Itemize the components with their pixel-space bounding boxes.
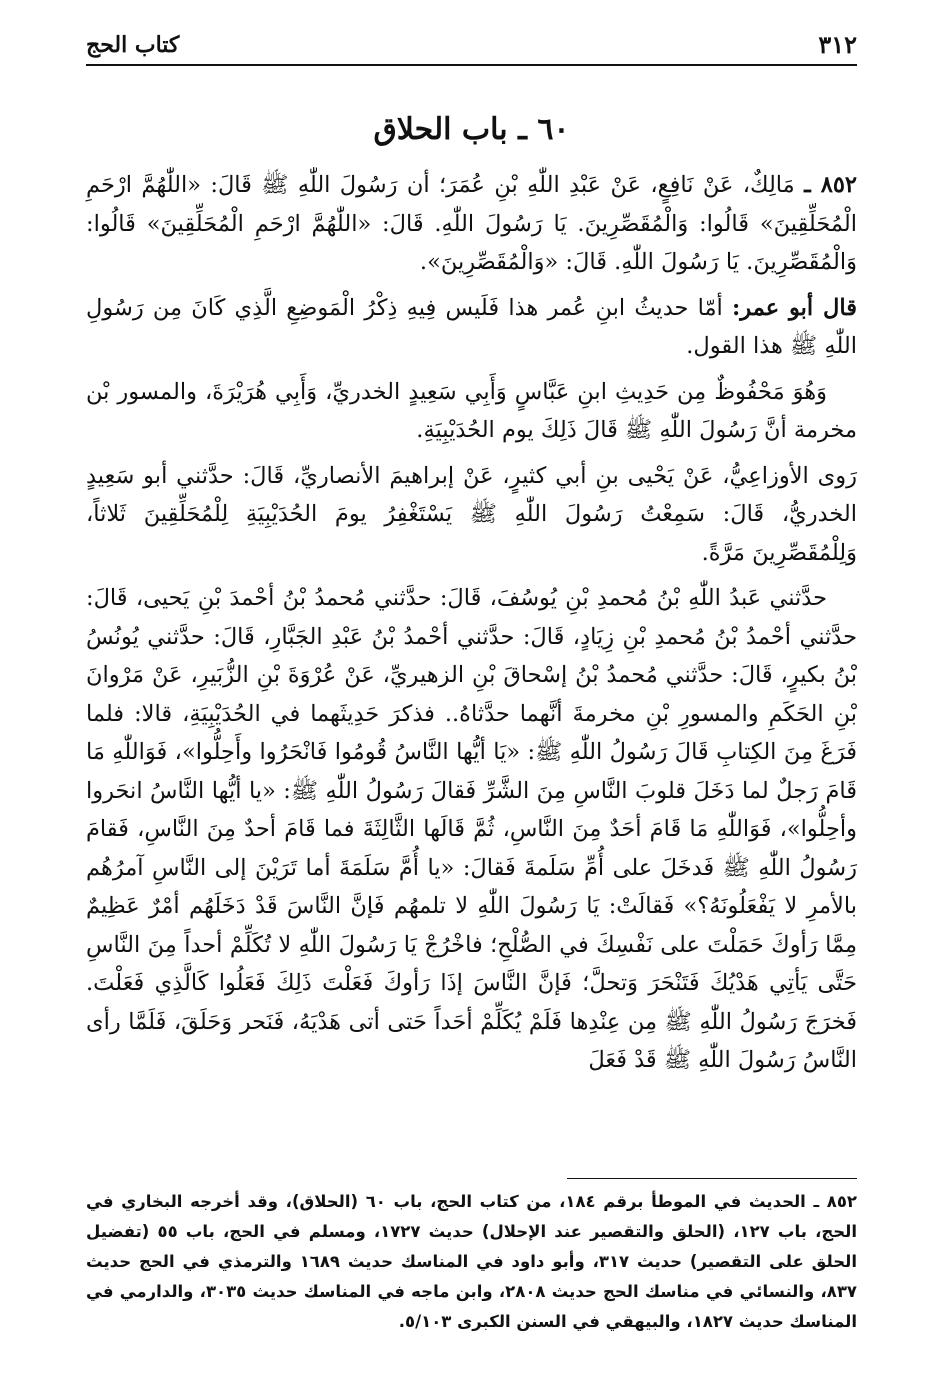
hadith-paragraph xyxy=(86,166,857,282)
footnote-divider xyxy=(567,1178,857,1179)
running-title: كتاب الحج xyxy=(86,32,180,58)
body-text xyxy=(86,166,857,1087)
commentary-paragraph-4: حدَّثني عَبدُ اللّٰهِ بْنُ مُحمدِ بْنِ يُوسُفَ، قَالَ: حدَّثني مُحمدُ بْنُ أحْمدَ بْنِ يَحيى، قَالَ: حدَّثني أحْمدُ بْنُ مُحمدِ بْنِ زِيَادٍ، قَالَ: حدَّثني أحْمدُ بْنُ عَبْدِ الجَبَّارِ، قَالَ: حدَّثني يُونُسُ بْنُ بكيرٍ، قَالَ: حدَّثني مُحمدُ بْنُ إسْحاقَ بْنِ الزهيريِّ، عَنْ عُرْوَةَ بْنِ الزُّبَيرِ، عَنْ مَرْوانَ بْنِ الحَكَمِ والمسورِ بْنِ مخرمةَ أنَّهما حدَّثاهُ.. فذكرَ حَدِيثَهما في الحُدَيْبِيَةِ، قالا: فلما فَرَغَ مِنَ الكِتابِ قَالَ رَسُولُ اللّٰهِ ﷺ: «يَا أيُّها النَّاسُ قُومُوا فَانْحَرُوا وأَحِلُّوا»، فَوَاللّٰهِ مَا قَامَ رَجلٌ لما دَخَلَ قلوبَ النَّاسِ مِنَ الشَّرِّ فَقالَ رَسُولُ اللّٰهِ ﷺ: «يا أيُّها النَّاسُ انحَروا وأحِلُّوا»، فَوَاللّٰهِ مَا قَامَ أحَدٌ مِنَ النَّاسِ، ثُمَّ قَالَها الثَّالِثَةَ فما قَامَ أحدٌ مِنَ النَّاسِ، فَقامَ رَسُولُ اللّٰهِ ﷺ فَدخَلَ على أُمِّ سَلَمةَ فَقالَ: «يا أُمَّ سَلَمَةَ أما تَرَيْنَ إلى النَّاسِ آمرُهُم بالأمرِ لا يَفْعَلُونَهُ؟» فَقالَتْ: يَا رَسُولَ اللّٰهِ لا تلمهُم فَإنَّ النَّاسَ قَدْ دَخَلَهُم أمْرٌ عَظِيمٌ مِمَّا رَأوكَ حَمَلْتَ على نَفْسِكَ في الصُّلْحِ؛ فاخْرُجْ يَا رَسُولَ اللّٰهِ لا تُكَلِّمْ أحداً مِنَ النَّاسِ حَتَّى يَأتِي هَدْيُكَ فَتَنْحَرَ وَتحلَّ؛ فَإنَّ النَّاسَ إذَا رَأوكَ فَعَلْتَ ذَلِكَ فَعَلُوا كَالَّذِي فَعَلْتَ. فَخرَجَ رَسُولُ اللّٰهِ ﷺ مِن عِنْدِها فَلَمْ يُكَلِّمْ أحَداً حَتى أتى هَدْيَهُ، فَنَحر وَحَلَقَ، فَلَمَّا رأى النَّاسُ رَسُولَ اللّٰهِ ﷺ قَدْ فَعَلَ xyxy=(86,585,857,1073)
commentary-paragraph-2: وَهُوَ مَحْفُوظٌ مِن حَدِيثِ ابنِ عَبَّاسٍ وَأَبِي سَعِيدٍ الخدريِّ، وَأَبِي هُرَيْرَةَ، والمسور بْن مخرمة أنَّ رَسُولَ اللّٰهِ ﷺ قَالَ ذَلِكَ يوم الحُدَيْبِيَةِ. xyxy=(86,378,857,443)
commentary-paragraph-3: رَوى الأوزاعِيُّ، عَنْ يَحْيى بنِ أبي كثيرٍ، عَنْ إبراهيمَ الأنصاريِّ، قَالَ: حدَّثني أبو سَعِيدٍ الخدريُّ، قَالَ: سَمِعْتُ رَسُولَ اللّٰهِ ﷺ يَسْتَغْفِرُ يومَ الحُدَيْبِيَةِ لِلْمُحَلِّقِينَ ثَلاثاً، وَلِلْمُقَصِّرِينَ مَرَّةً. xyxy=(86,462,857,566)
commentary-paragraph-1 xyxy=(86,289,857,366)
hadith-text: مَالِكٌ، عَنْ نَافِعٍ، عَنْ عَبْدِ اللّٰهِ بْنِ عُمَرَ؛ أن رَسُولَ اللّٰهِ ﷺ قَالَ: «اللّٰهُمَّ ارْحَمِ الْمُحَلِّقِينَ» قَالُوا: وَالْمُقَصِّرِينَ. يَا رَسُولَ اللّٰهِ. قَالَ: «اللّٰهُمَّ ارْحَمِ الْمُحَلِّقِينَ» قَالُوا: وَالْمُقَصِّرِينَ. يَا رَسُولَ اللّٰهِ. قَالَ: «وَالْمُقَصِّرِينَ». xyxy=(86,172,857,275)
page-header xyxy=(86,30,857,66)
commentary-text-1: أمّا حديثُ ابنِ عُمر هذا فَلَيس فِيهِ ذِكْرُ الْمَوضِعِ الَّذِي كَانَ مِن رَسُولِ اللّٰهِ ﷺ هذا القول. xyxy=(86,294,857,359)
page-number: ٣١٢ xyxy=(818,30,857,59)
hadith-number: ٨٥٢ ـ xyxy=(804,172,857,198)
author-label: قال أبو عمر: xyxy=(731,294,857,321)
chapter-title: ٦٠ ـ باب الحلاق xyxy=(373,112,570,147)
footnote: ٨٥٢ ـ الحديث في الموطأ برقم ١٨٤، من كتاب الحج، باب ٦٠ (الحلاق)، وقد أخرجه البخاري في الحج، باب ١٢٧، (الحلق والتقصير عند الإحلال) حديث ١٧٢٧، ومسلم في الحج، باب ٥٥ (تفضيل الحلق على التقصير) حديث ٣١٧، وأبو داود في المناسك حديث ١٦٨٩ والترمذي في الحج حديث ٨٣٧، والنسائي في مناسك الحج حديث ٢٨٠٨، وابن ماجه في المناسك حديث ٣٠٣٥، والدارمي في المناسك حديث ١٨٢٧، والبيهقي في السنن الكبرى ٥/١٠٣. xyxy=(86,1192,858,1331)
